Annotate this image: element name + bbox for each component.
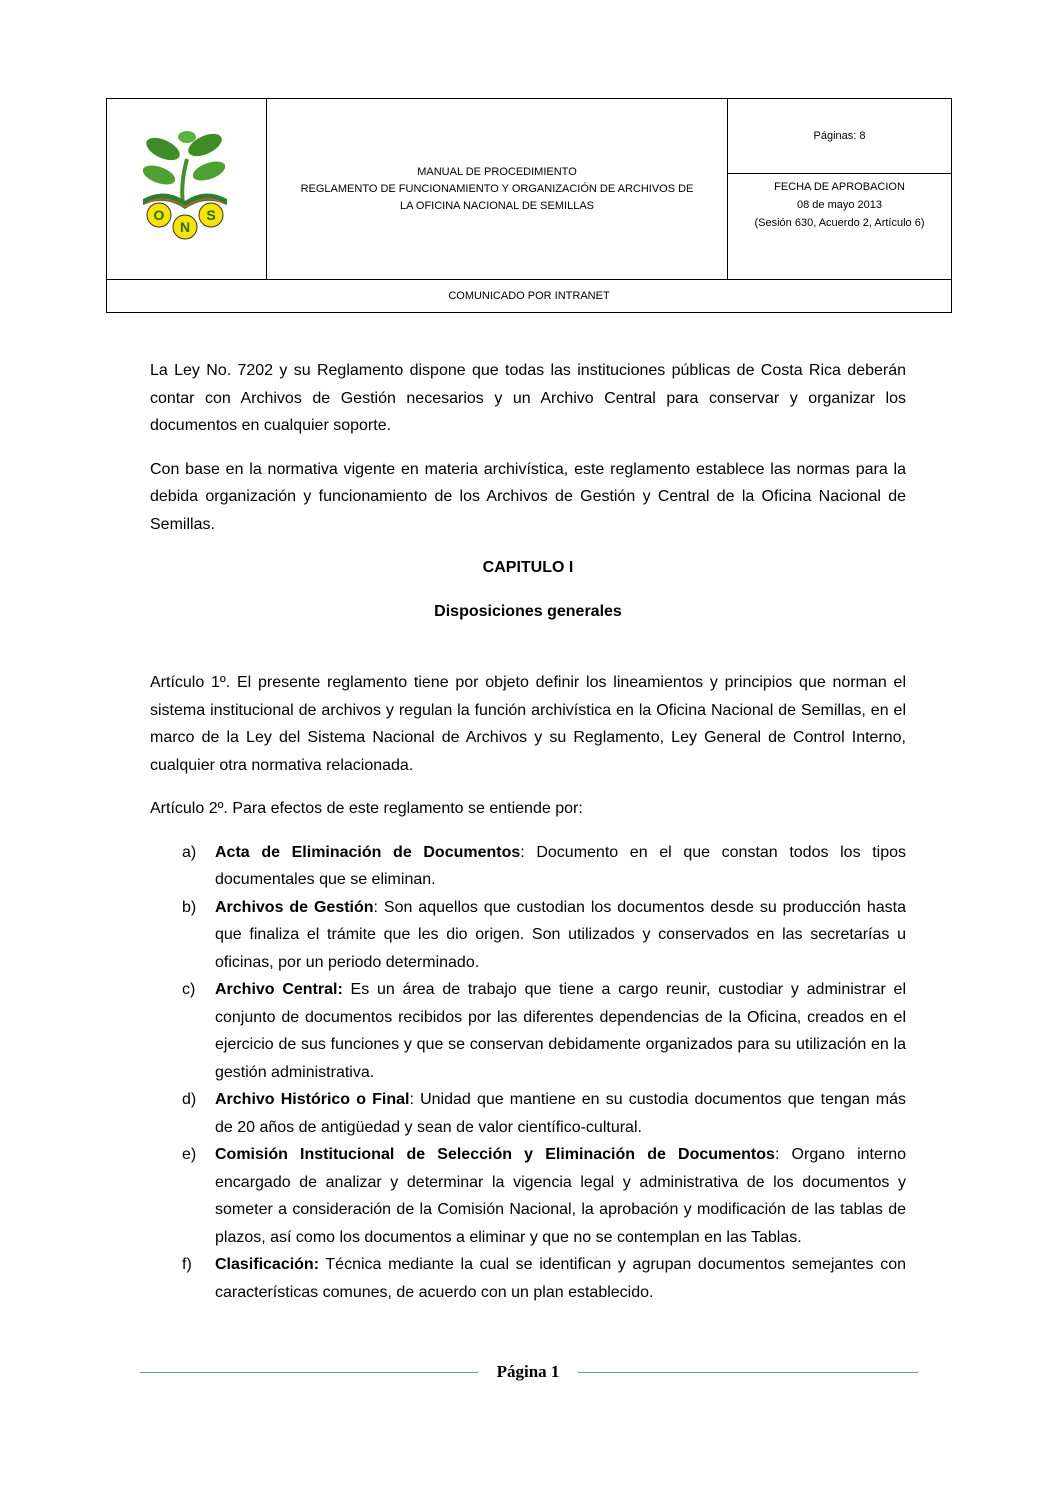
definition-term: Acta de Eliminación de Documentos (215, 843, 521, 861)
list-marker: f) (182, 1256, 192, 1273)
definition-term: Archivo Histórico o Final (215, 1091, 410, 1108)
logo-letter-n: N (179, 219, 191, 235)
logo-cell (107, 99, 267, 279)
definition-text: : Documento en el que constan todos los tipos documentales que se eliminan. (215, 843, 906, 888)
approval-date-label: FECHA DE APROBACION (774, 181, 905, 193)
footer-rule-left (140, 1372, 478, 1373)
definition-term: Archivo Central: (215, 981, 343, 998)
title-line-2: REGLAMENTO DE FUNCIONAMIENTO Y ORGANIZACIÓN DE ARCHIVOS DE (300, 182, 694, 195)
page-count: Páginas: 8 (728, 99, 951, 174)
page-number: Página 1 (496, 1362, 560, 1381)
list-item (150, 1251, 906, 1306)
definitions-list (150, 839, 906, 1307)
definition-text: : Organo interno encargado de analizar y determinar la vigencia legal y administrativa de los documentos y someter a consideración de la Comisión Nacional, la aprobación y modificación de las tablas de plazos, así como los documentos a eliminar y que no se contemplan en las Tablas. (215, 1146, 907, 1246)
document-body (150, 357, 906, 1306)
definition-text: : Unidad que mantiene en su custodia documentos que tengan más de 20 años de antigüedad y sean de valor científico-cultural. (215, 1091, 906, 1136)
list-item (150, 976, 906, 1086)
definition-term: Comisión Institucional de Selección y Eliminación de Documentos (215, 1146, 775, 1163)
definition-text: : Son aquellos que custodian los documentos desde su producción hasta que finaliza el trámite que les dio origen. Son utilizados y conservados en las secretarías u oficinas, por un periodo determinado. (215, 898, 906, 971)
definition-text: Técnica mediante la cual se identifican y agrupan documentos semejantes con características comunes, de acuerdo con un plan establecido. (215, 1256, 906, 1301)
communicated-row: COMUNICADO POR INTRANET (448, 290, 610, 302)
chapter-title: CAPITULO I (482, 559, 574, 576)
definition-term: Archivos de Gestión (215, 898, 374, 916)
list-marker: d) (182, 1091, 197, 1108)
article-2: Artículo 2º. Para efectos de este reglamento se entiende por: (150, 800, 583, 817)
title-line-1: MANUAL DE PROCEDIMIENTO (417, 165, 577, 178)
list-marker: a) (182, 843, 197, 861)
page-footer (140, 1362, 918, 1386)
list-item (150, 1086, 906, 1141)
intro-paragraph-2: Con base en la normativa vigente en materia archivística, este reglamento establece las normas para la debida organización y funcionamiento de los Archivos de Gestión y Central de la Oficina Nacional de Semillas. (150, 460, 906, 533)
logo-letter-s: S (206, 207, 216, 223)
logo-letter-o: O (153, 207, 165, 223)
approval-date: 08 de mayo 2013 (796, 199, 882, 211)
document-header-table (106, 98, 952, 313)
chapter-subtitle: Disposiciones generales (434, 602, 622, 620)
approval-session: (Sesión 630, Acuerdo 2, Artículo 6) (754, 217, 925, 229)
list-marker: e) (182, 1146, 197, 1163)
list-marker: c) (182, 981, 196, 998)
list-marker: b) (182, 898, 197, 916)
definition-text: Es un área de trabajo que tiene a cargo reunir, custodiar y administrar el conjunto de documentos recibidos por las diferentes dependencias de la Oficina, creados en el ejercicio de sus funciones y que se conservan debidamente organizados para su utilización en la gestión administrativa. (215, 981, 907, 1081)
list-item (150, 1141, 906, 1251)
ons-logo (133, 129, 237, 241)
article-1: Artículo 1º. El presente reglamento tiene por objeto definir los lineamientos y principios que norman el sistema institucional de archivos y regulan la función archivística en la Oficina Nacional de Semillas, en el marco de la Ley del Sistema Nacional de Archivos y su Reglamento, Ley General de Control Interno, cualquier otra normativa relacionada. (150, 674, 906, 774)
title-cell (267, 99, 728, 279)
header-top-row (107, 99, 951, 280)
list-item (150, 839, 906, 894)
list-item (150, 894, 906, 977)
approval-date-block (728, 174, 951, 279)
title-line-3: LA OFICINA NACIONAL DE SEMILLAS (400, 199, 594, 212)
definition-term: Clasificación: (215, 1256, 320, 1273)
footer-rule-right (578, 1372, 918, 1373)
intro-paragraph-1: La Ley No. 7202 y su Reglamento dispone que todas las instituciones públicas de Costa Rica deberán contar con Archivos de Gestión necesarios y un Archivo Central para conservar y organizar los documentos en cualquier soporte. (150, 362, 906, 434)
meta-cell (728, 99, 951, 279)
